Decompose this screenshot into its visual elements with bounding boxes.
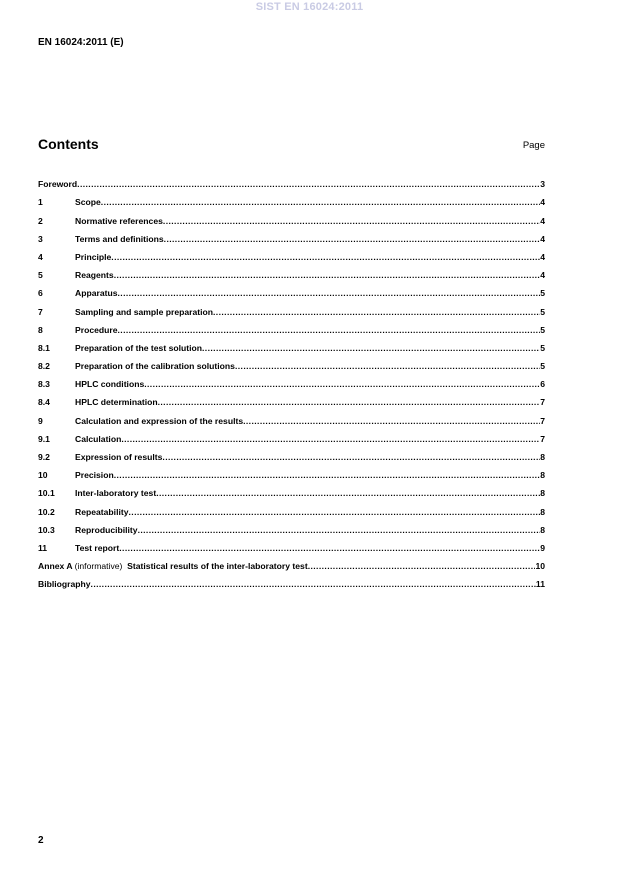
toc-entry-page: 4 [540, 251, 545, 262]
toc-dot-leader [114, 270, 541, 280]
toc-entry[interactable] [38, 244, 545, 262]
toc-entry-page: 4 [540, 233, 545, 244]
toc-dot-leader [121, 434, 540, 444]
toc-annex-heading: Statistical results of the inter-laboratory test [127, 561, 308, 572]
toc-entry-number: 10.2 [38, 506, 55, 517]
toc-entry-page: 5 [540, 342, 545, 353]
toc-dot-leader [101, 197, 540, 207]
toc-entry[interactable] [38, 480, 545, 498]
toc-bibliography-page: 11 [535, 579, 545, 590]
toc-entry-page: 4 [540, 215, 545, 226]
toc-entry-title: Repeatability [75, 506, 129, 517]
toc-entry-title: Terms and definitions [75, 233, 164, 244]
toc-entry-title: Calculation [75, 433, 122, 444]
toc-entry-number: 7 [38, 306, 43, 317]
toc-entry-bibliography[interactable] [38, 571, 545, 589]
contents-heading: Contents [38, 136, 99, 152]
toc-dot-leader [163, 216, 540, 226]
toc-entry-title: Foreword [38, 179, 78, 190]
toc-entry-page: 5 [540, 361, 545, 372]
toc-entry-number: 2 [38, 215, 43, 226]
toc-dot-leader [118, 288, 541, 298]
toc-entry[interactable] [38, 353, 545, 371]
toc-entry-number: 8 [38, 324, 43, 335]
toc-entry-page: 8 [540, 470, 545, 481]
toc-dot-leader [202, 343, 540, 353]
toc-entry[interactable] [38, 226, 545, 244]
toc-entry-title: Normative references [75, 215, 163, 226]
toc-entry[interactable] [38, 171, 545, 189]
toc-entry-page: 8 [540, 452, 545, 462]
toc-entry[interactable] [38, 298, 545, 316]
toc-entry-page: 3 [540, 179, 545, 190]
toc-entry-page: 5 [540, 288, 545, 299]
toc-dot-leader [235, 361, 540, 371]
page-column-label: Page [522, 140, 545, 151]
toc-entry-number: 4 [38, 251, 43, 262]
toc-entry[interactable] [38, 389, 545, 407]
toc-annex-note: (informative) [74, 561, 123, 572]
document-id: EN 16024:2011 (E) [38, 37, 124, 48]
toc-entry-title: Inter-laboratory test [75, 488, 157, 499]
toc-entry-title: Sampling and sample preparation [75, 306, 214, 317]
toc-entry-number: 10 [38, 470, 48, 481]
toc-entry-page: 6 [540, 379, 545, 390]
toc-entry[interactable] [38, 407, 545, 425]
toc-entry-page: 4 [540, 197, 545, 208]
watermark: SIST EN 16024:2011 [255, 1, 364, 13]
toc-dot-leader [111, 252, 540, 262]
toc-entry[interactable] [38, 280, 545, 298]
toc-entry-title: Reproducibility [75, 524, 138, 535]
toc-entry-number: 9.1 [38, 433, 50, 444]
toc-entry-title: Preparation of the test solution [75, 342, 203, 353]
toc-entry-title: Expression of results [75, 452, 163, 462]
toc-entry-page: 7 [540, 415, 545, 426]
toc-entry[interactable] [38, 262, 545, 280]
toc-entry-page: 5 [540, 324, 545, 335]
toc-entry[interactable] [38, 498, 545, 516]
toc-entry-page: 8 [540, 488, 545, 499]
toc-entry-title: Precision [75, 470, 114, 481]
toc-entry-number: 3 [38, 233, 43, 244]
toc-entry-page: 7 [540, 433, 545, 444]
toc-entry-title: Procedure [75, 324, 118, 335]
toc-dot-leader [162, 452, 540, 462]
toc-dot-leader [144, 379, 540, 389]
toc-dot-leader [156, 488, 540, 498]
toc-entry-number: 9.2 [38, 452, 50, 462]
page-number: 2 [38, 835, 44, 846]
toc-dot-leader [158, 397, 541, 407]
toc-entry[interactable] [38, 535, 545, 553]
toc-entry-page: 8 [540, 506, 545, 517]
toc-entry-title: Test report [75, 542, 120, 553]
toc-entry-number: 1 [38, 197, 43, 208]
toc-entry[interactable] [38, 426, 545, 444]
toc-entry-number: 8.4 [38, 397, 50, 408]
toc-entry-page: 5 [540, 306, 545, 317]
toc-bibliography-title: Bibliography [38, 579, 91, 590]
toc-dot-leader [138, 525, 541, 535]
toc-dot-leader [213, 307, 540, 317]
toc-annex-prefix: Annex A [38, 561, 73, 572]
table-of-contents [38, 171, 545, 589]
toc-annex-title [38, 561, 308, 571]
toc-entry-title: Calculation and expression of the results [75, 415, 244, 426]
toc-entry-page: 4 [540, 270, 545, 281]
toc-entry-title: Preparation of the calibration solutions [75, 361, 235, 372]
toc-entry-number: 6 [38, 288, 43, 299]
toc-entry[interactable] [38, 517, 545, 535]
toc-dot-leader [308, 561, 536, 571]
toc-entry-page: 8 [540, 524, 545, 535]
toc-entry-title: Apparatus [75, 288, 118, 299]
toc-entry-number: 8.3 [38, 379, 50, 390]
toc-entry-number: 5 [38, 270, 43, 281]
toc-entry-number: 10.1 [38, 488, 55, 499]
toc-entry-page: 9 [540, 542, 545, 553]
toc-entry[interactable] [38, 444, 545, 462]
toc-entry-annex-a[interactable] [38, 553, 545, 571]
toc-entry-title: Reagents [75, 270, 114, 281]
toc-dot-leader [118, 325, 541, 335]
toc-dot-leader [164, 234, 541, 244]
toc-dot-leader [114, 470, 541, 480]
toc-entry-title: Principle [75, 251, 112, 262]
toc-entry-number: 8.2 [38, 361, 50, 372]
toc-dot-leader [119, 543, 540, 553]
toc-entry[interactable] [38, 207, 545, 225]
toc-annex-page: 10 [535, 561, 545, 572]
toc-dot-leader [77, 179, 540, 189]
toc-dot-leader [129, 507, 541, 517]
toc-entry[interactable] [38, 189, 545, 207]
toc-entry[interactable] [38, 317, 545, 335]
toc-entry[interactable] [38, 335, 545, 353]
toc-entry[interactable] [38, 462, 545, 480]
toc-entry-title: HPLC conditions [75, 379, 145, 390]
toc-dot-leader [243, 416, 540, 426]
toc-entry-title: Scope [75, 197, 101, 208]
toc-entry-page: 7 [540, 397, 545, 408]
toc-entry-number: 8.1 [38, 342, 50, 353]
toc-dot-leader [91, 579, 536, 589]
toc-entry-number: 9 [38, 415, 43, 426]
toc-entry-title: HPLC determination [75, 397, 158, 408]
toc-entry-number: 11 [38, 542, 48, 553]
toc-entry-number: 10.3 [38, 524, 55, 535]
toc-entry[interactable] [38, 371, 545, 389]
